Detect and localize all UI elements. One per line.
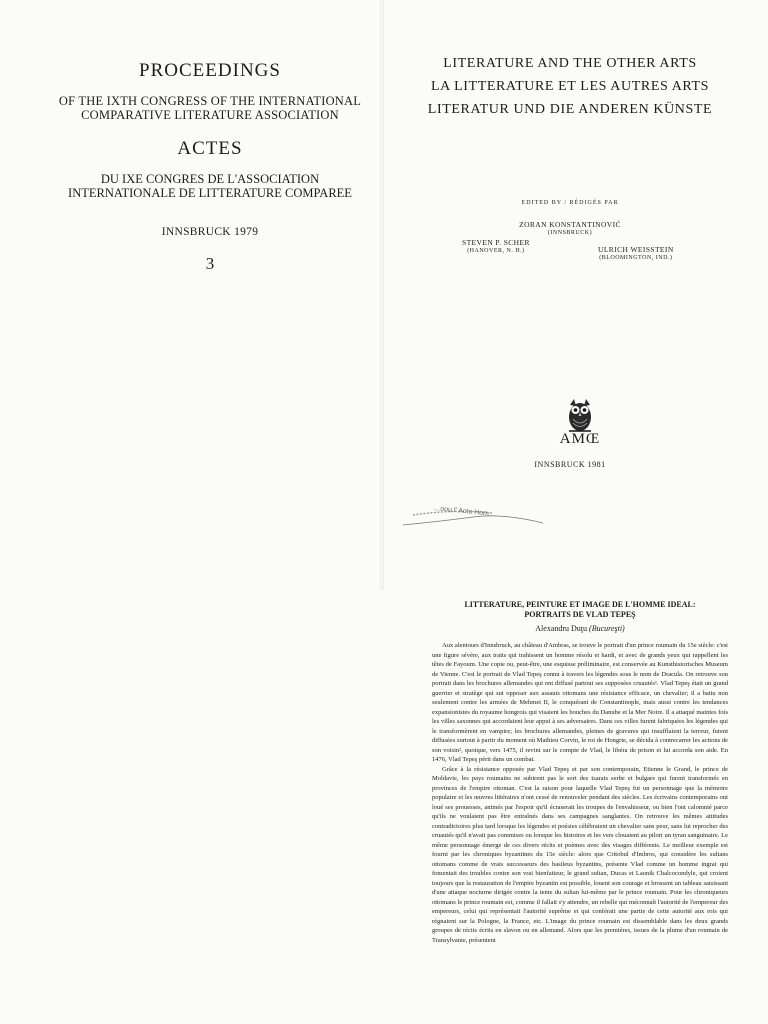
article-page	[432, 600, 728, 945]
editor-konstantinovic	[400, 220, 740, 238]
actes-subtitle-line2: INTERNATIONALE DE LITTERATURE COMPAREE	[68, 186, 352, 200]
edited-by-label: EDITED BY / RÉDIGÉS PAR	[521, 200, 619, 206]
trilingual-title	[400, 52, 740, 121]
actes-subtitle	[40, 172, 380, 200]
owl-icon	[567, 397, 593, 433]
article-body	[432, 641, 728, 945]
stamp-text: …oou l' Acto Hom…	[433, 504, 497, 519]
left-title-page	[40, 50, 380, 274]
editor-scher	[462, 238, 530, 256]
article-paragraph: Aux alentours d'Innsbruck, au château d'Ambras, se trouve le portrait d'un prince roumain du 15e siècle: c'est une figure sévère, aux traits qui trahissent un homme résolu et hardi, et avec de grands yeux qui rappellent les têtes de Fayoum. Une copie ou, peut-être, une esquisse préliminaire, est conservée au Kunsthistorisches Museum de Vienne. C'est le portrait de Vlad Tepeş connu à travers les légendes sous le nom de Dracula. On retrouve son portrait dans les brochures allemandes qui ont diffusé partout ses supposées cruautés¹. Vlad Tepeş était un grand guerrier et stratège qui sut opposer aux assauts ottomans une résistance efficace, un chevalier; il a battu non seulement contre les armées de Mehmet II, le conquérant de Constantinople, mais aussi contre les tendances expansionistes du royaume hongrois qui visaient les bouches du Danube et la Mer Noire. Il a attaqué maintes fois les villes saxonnes qui accordaient leur appui à ses adversaires. Dans ces villes furent fabriquées les légendes qui le transformèrent en vampire; les brochures allemandes, pleines de gravures qui insufflaient la terreur, furent diffusées surtout à partir du moment où Mathieu Corvin, le roi de Hongrie, se décida à contrecarrer les actions de son voisin², quoique, vers 1475, il revint sur le compte de Vlad, le libéra de prison et lui accorda son aide. En 1476, Vlad Tepeş périt dans un combat.	[432, 642, 728, 763]
article-title-line1: LITTERATURE, PEINTURE ET IMAGE DE L'HOMME IDEAL:	[464, 600, 696, 609]
proceedings-subtitle-line2: COMPARATIVE LITERATURE ASSOCIATION	[81, 108, 339, 122]
actes-title: ACTES	[177, 138, 243, 159]
author-place: (Bucureşti)	[589, 624, 625, 633]
book-gutter	[380, 0, 384, 590]
publisher-logo-text: AMŒ	[559, 431, 601, 447]
right-title-page	[400, 50, 740, 519]
article-title	[432, 600, 728, 620]
editor-name: ZORAN KONSTANTINOVIĆ	[519, 220, 621, 229]
publication-place-year: INNSBRUCK 1981	[534, 460, 606, 469]
editor-affiliation: (INNSBRUCK)	[547, 230, 593, 236]
library-stamp-mark	[403, 497, 543, 531]
title-german: LITERATUR UND DIE ANDEREN KÜNSTE	[427, 102, 713, 117]
actes-subtitle-line1: DU IXE CONGRES DE L'ASSOCIATION	[100, 172, 320, 186]
congress-place-year: INNSBRUCK 1979	[161, 226, 259, 238]
title-french: LA LITTERATURE ET LES AUTRES ARTS	[430, 79, 710, 94]
editor-affiliation: (BLOOMINGTON, IND.)	[599, 255, 673, 261]
title-english: LITERATURE AND THE OTHER ARTS	[443, 56, 697, 71]
publisher-logo	[550, 397, 610, 448]
editor-name: ULRICH WEISSTEIN	[598, 245, 674, 254]
editor-affiliation: (HANOVER, N. H.)	[467, 248, 525, 254]
editor-weisstein	[598, 245, 674, 263]
proceedings-subtitle	[40, 94, 380, 122]
proceedings-subtitle-line1: OF THE IXTH CONGRESS OF THE INTERNATIONAL	[58, 94, 362, 108]
article-title-line2: PORTRAITS DE VLAD TEPEŞ	[524, 610, 636, 619]
volume-number: 3	[205, 254, 215, 273]
proceedings-title: PROCEEDINGS	[139, 60, 281, 81]
editor-name: STEVEN P. SCHER	[462, 238, 530, 247]
article-paragraph: Grâce à la résistance opposée par Vlad Tepeş et par son contemporain, Etienne le Grand, le prince de Moldavie, les pays roumains ne subirent pas le sort des tsarats serbe et bulgare qui furent transformés en provinces de l'empire ottoman. C'est la raison pour laquelle Vlad Tepeş fut un personnage que la mémoire populaire et les œuvres littéraires n'ont cessé de renouveler pendant des siècles. Les écrivains contemporains ont loué ses prouesses, animés par l'espoir qu'il écraserait les troupes de l'envahisseur, ou bien l'ont calomnié parce qu'ils ne voulaient pas être entraînés dans ses campagnes sanglantes. On retrouve les mêmes attitudes contradictoires plus tard lorsque les légendes et poésies célébraient un chevalier sans peur, sans lui reprocher des cruautés qu'il n'avait pas commises ou lorsque les histoires et les vers clouaient au pilori un tyran sanguinaire. Le même personnage émerge de ces divers récits et poèmes avec des visages différents. Le meilleur exemple est fourni par les chroniques byzantines du 15e siècle: alors que Critobul d'Imbros, qui considère les sultans ottomans comme de vrais successeurs des basileus byzantins, présente Vlad comme un homme ingrat qui fomentait des troubles contre son vrai bienfaiteur, le grand sultan, Ducas et Laonik Chalcocondyle, qui croient toujours que la restauration de l'empire byzantin est possible, louent son courage et brossent un tableau saisissant d'une attaque nocturne dirigée contre la tente du sultan lui-même par le prince roumain. Pour les chroniqueurs ottomans le prince roumain est, comme il fallait s'y attendre, un rebelle qui méconnaît l'autorité de l'empereur des empereurs, celui qui représentait l'autorité suprême et qui conférait une partie de cette autorité aux rois qui régnaient sur la Pologne, la France, etc. L'image du prince roumain est dissemblable dans les deux grands groupes de récits écrits en slavon ou en allemand. Alors que les premières, issues de la plume d'un roumain de Transylvanie, présentent	[432, 765, 728, 944]
article-author	[432, 624, 728, 633]
author-name: Alexandru Duţu	[535, 624, 588, 633]
